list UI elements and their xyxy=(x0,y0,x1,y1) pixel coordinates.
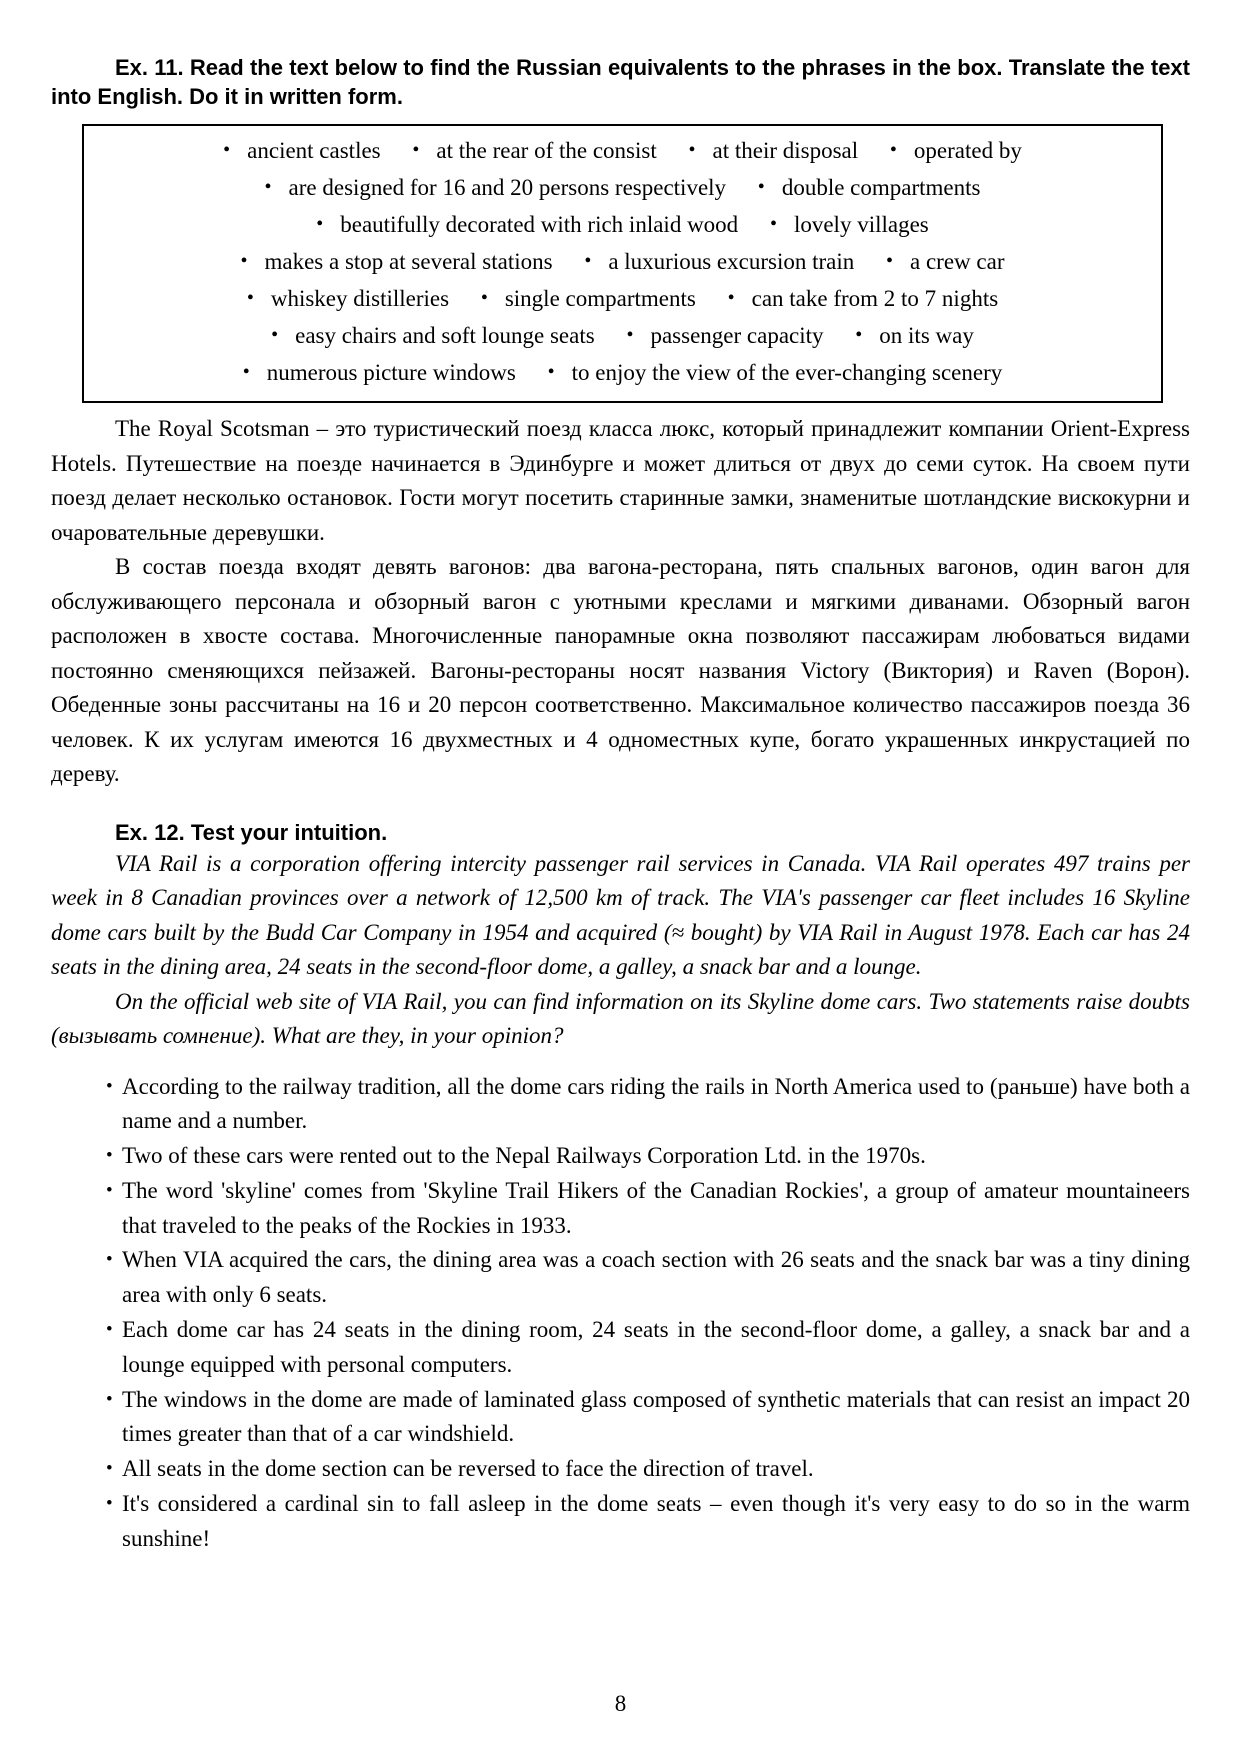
phrase-item xyxy=(265,175,727,200)
bullet-icon: • xyxy=(106,1319,113,1341)
bullet-icon: • xyxy=(223,139,231,161)
phrase-box-line xyxy=(98,355,1147,392)
paragraph-royal-scotsman-1: The Royal Scotsman – это туристический поезд класса люкс, который принадлежит компании Orient-Express Hotels. Путешествие на поезде начинается в Эдинбурге и может длиться от двух до семи суток. На своем пути поезд делает несколько остановок. Гости могут посетить старинные замки, знаменитые шотландские вискокурни и очаровательные деревушки. xyxy=(51,416,1190,545)
statement-item xyxy=(51,1243,1190,1313)
phrase-text: single compartments xyxy=(504,286,696,311)
phrase-text: at the rear of the consist xyxy=(436,138,657,163)
phrase-item xyxy=(584,249,854,274)
via-rail-intro-paragraph-2: On the official web site of VIA Rail, you can find information on its Skyline dome cars. Two statements raise doubts (вызывать сомнение). What are they, in your opinion? xyxy=(51,988,1190,1048)
phrase-box-line xyxy=(98,281,1147,318)
phrase-text: passenger capacity xyxy=(650,323,824,348)
bullet-icon: • xyxy=(584,250,592,272)
phrase-text: numerous picture windows xyxy=(266,360,516,385)
phrase-text: lovely villages xyxy=(793,212,929,237)
bullet-icon: • xyxy=(547,361,555,383)
phrase-item xyxy=(243,360,516,385)
phrase-item xyxy=(770,212,929,237)
phrase-text: easy chairs and soft lounge seats xyxy=(295,323,595,348)
phrase-box-line xyxy=(98,170,1147,207)
bullet-icon: • xyxy=(240,250,248,272)
phrase-box-line xyxy=(98,318,1147,355)
statement-text: Each dome car has 24 seats in the dining room, 24 seats in the second-floor dome, a galley, a snack bar and a lounge equipped with personal computers. xyxy=(122,1317,1190,1377)
statement-text: The word 'skyline' comes from 'Skyline Trail Hikers of the Canadian Rockies', a group of amateur mountaineers that traveled to the peaks of the Rockies in 1933. xyxy=(122,1177,1190,1238)
phrase-item xyxy=(855,323,974,348)
phrase-text: a luxurious excursion train xyxy=(608,249,855,274)
phrase-item xyxy=(481,286,696,311)
bullet-icon: • xyxy=(242,361,250,383)
bullet-icon: • xyxy=(106,1249,113,1271)
statement-text: According to the railway tradition, all the dome cars riding the rails in North America used to (раньше) have both a name and a number. xyxy=(122,1073,1190,1134)
bullet-icon: • xyxy=(886,250,894,272)
statement-text: It's considered a cardinal sin to fall asleep in the dome seats – even though it's very easy to do so in the warm sunshine! xyxy=(122,1491,1190,1551)
bullet-icon: • xyxy=(688,139,696,161)
exercise-12-title: Ex. 12. Test your intuition. xyxy=(115,819,388,845)
phrase-text: operated by xyxy=(913,138,1022,163)
bullet-icon: • xyxy=(626,324,634,346)
phrase-item xyxy=(548,360,1003,385)
bullet-icon: • xyxy=(412,139,420,161)
phrase-item xyxy=(890,138,1022,163)
statement-item xyxy=(51,1383,1190,1453)
phrase-box-line xyxy=(98,133,1147,170)
phrase-item xyxy=(688,138,858,163)
bullet-icon: • xyxy=(264,176,272,198)
paragraph-royal-scotsman-2: В состав поезда входят девять вагонов: два вагона-ресторана, пять спальных вагонов, один вагон для обслуживающего персонала и обзорный вагон с уютными креслами и мягкими диванами. Обзорный вагон расположен в хвосте состава. Многочисленные панорамные окна позволяют пассажирам любоваться видами постоянно сменяющихся пейзажей. Вагоны-рестораны носят названия Victory (Виктория) и Raven (Ворон). Обеденные зоны рассчитаны на 16 и 20 персон соответственно. Максимальное количество пассажиров поезда 36 человек. К их услугам имеются 16 двухместных и 4 одноместных купе, богато украшенных инкрустацией по дереву. xyxy=(51,554,1190,786)
bullet-icon: • xyxy=(106,1493,113,1515)
bullet-icon: • xyxy=(106,1075,113,1097)
bullet-icon: • xyxy=(769,213,777,235)
phrase-item xyxy=(316,212,738,237)
statement-item xyxy=(51,1139,1190,1174)
phrase-item xyxy=(240,249,552,274)
bullet-icon: • xyxy=(727,287,735,309)
phrase-item xyxy=(758,175,981,200)
statement-text: All seats in the dome section can be reversed to face the direction of travel. xyxy=(122,1456,814,1482)
statement-item xyxy=(51,1452,1190,1487)
bullet-icon: • xyxy=(889,139,897,161)
bullet-icon: • xyxy=(480,287,488,309)
phrase-text: ancient castles xyxy=(247,138,381,163)
phrase-box-line xyxy=(98,207,1147,244)
bullet-icon: • xyxy=(271,324,279,346)
phrase-text: beautifully decorated with rich inlaid wood xyxy=(340,212,739,237)
phrase-box-line xyxy=(98,244,1147,281)
phrase-item xyxy=(626,323,823,348)
bullet-icon: • xyxy=(855,324,863,346)
phrase-text: at their disposal xyxy=(712,138,859,163)
bullet-icon: • xyxy=(106,1179,113,1201)
phrase-item xyxy=(412,138,656,163)
bullet-icon: • xyxy=(316,213,324,235)
exercise-11-title: Ex. 11. Read the text below to find the Russian equivalents to the phrases in the box. Translate the text into English. Do it in written form. xyxy=(51,55,1190,109)
bullet-icon: • xyxy=(246,287,254,309)
phrase-text: whiskey distilleries xyxy=(270,286,450,311)
statement-text: The windows in the dome are made of laminated glass composed of synthetic materials that can resist an impact 20 times greater than that of a car windshield. xyxy=(122,1386,1190,1447)
bullet-icon: • xyxy=(106,1145,113,1167)
phrase-item xyxy=(728,286,999,311)
bullet-icon: • xyxy=(106,1458,113,1480)
page-number: 8 xyxy=(614,1691,627,1716)
phrase-text: double compartments xyxy=(781,175,981,200)
statements-list xyxy=(51,1070,1190,1557)
statement-item xyxy=(51,1070,1190,1140)
statement-item xyxy=(51,1487,1190,1557)
phrase-item xyxy=(271,323,595,348)
phrase-text: a crew car xyxy=(910,249,1005,274)
statement-text: When VIA acquired the cars, the dining area was a coach section with 26 seats and the snack bar was a tiny dining area with only 6 seats. xyxy=(122,1247,1190,1308)
phrase-text: on its way xyxy=(879,323,974,348)
phrase-item xyxy=(247,286,449,311)
statement-item xyxy=(51,1174,1190,1244)
bullet-icon: • xyxy=(106,1388,113,1410)
via-rail-intro-paragraph-1: VIA Rail is a corporation offering intercity passenger rail services in Canada. VIA Rail operates 497 trains per week in 8 Canadian provinces over a network of 12,500 km of track. The VIA's passenger car fleet includes 16 Skyline dome cars built by the Budd Car Company in 1954 and acquired (≈ bought) by VIA Rail in August 1978. Each car has 24 seats in the dining area, 24 seats in the second-floor dome, a galley, a snack bar and a lounge. xyxy=(51,850,1190,979)
phrase-item xyxy=(886,249,1005,274)
statement-text: Two of these cars were rented out to the Nepal Railways Corporation Ltd. in the 1970s. xyxy=(122,1143,926,1169)
phrase-text: are designed for 16 and 20 persons respectively xyxy=(288,175,727,200)
phrase-text: to enjoy the view of the ever-changing scenery xyxy=(571,360,1003,385)
phrase-text: makes a stop at several stations xyxy=(264,249,553,274)
phrase-box xyxy=(82,124,1163,403)
phrase-item xyxy=(223,138,380,163)
statement-item xyxy=(51,1313,1190,1383)
phrase-text: can take from 2 to 7 nights xyxy=(751,286,999,311)
bullet-icon: • xyxy=(757,176,765,198)
